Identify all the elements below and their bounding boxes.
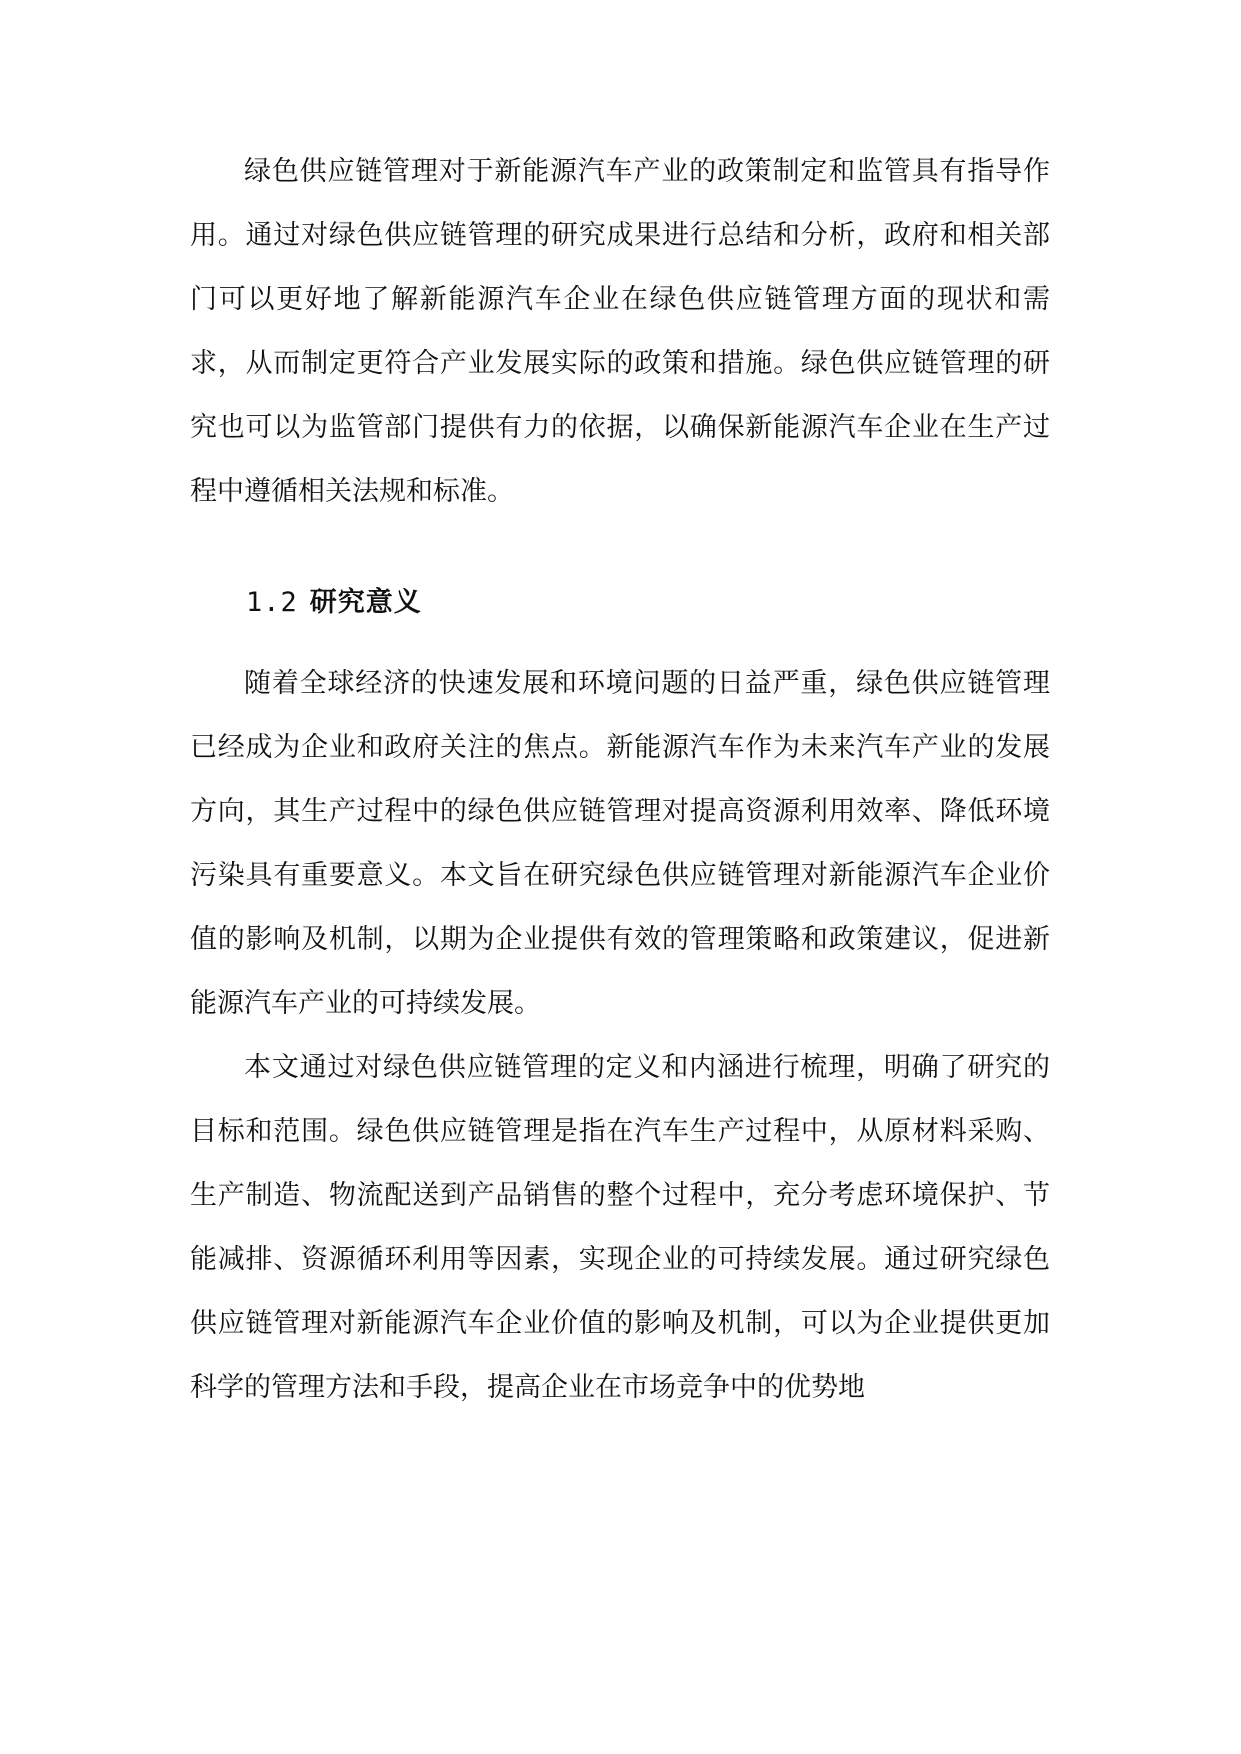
paragraph-definition-scope: 本文通过对绿色供应链管理的定义和内涵进行梳理，明确了研究的目标和范围。绿色供应链管理是指在汽车生产过程中，从原材料采购、生产制造、物流配送到产品销售的整个过程中，充分考虑环境保护、节能减排、资源循环利用等因素，实现企业的可持续发展。通过研究绿色供应链管理对新能源汽车企业价值的影响及机制，可以为企业提供更加科学的管理方法和手段，提高企业在市场竞争中的优势地 xyxy=(190,1052,1050,1403)
paragraph-policy-guidance: 绿色供应链管理对于新能源汽车产业的政策制定和监管具有指导作用。通过对绿色供应链管理的研究成果进行总结和分析，政府和相关部门可以更好地了解新能源汽车企业在绿色供应链管理方面的现状和需求，从而制定更符合产业发展实际的政策和措施。绿色供应链管理的研究也可以为监管部门提供有力的依据，以确保新能源汽车企业在生产过程中遵循相关法规和标准。 xyxy=(190,156,1050,507)
paragraph-research-significance: 随着全球经济的快速发展和环境问题的日益严重，绿色供应链管理已经成为企业和政府关注的焦点。新能源汽车作为未来汽车产业的发展方向，其生产过程中的绿色供应链管理对提高资源利用效率、降低环境污染具有重要意义。本文旨在研究绿色供应链管理对新能源汽车企业价值的影响及机制，以期为企业提供有效的管理策略和政策建议，促进新能源汽车产业的可持续发展。 xyxy=(190,668,1050,1019)
document-body xyxy=(190,140,1050,1420)
section-title: 研究意义 xyxy=(309,587,422,618)
section-heading xyxy=(246,571,1050,635)
section-number: 1.2 xyxy=(246,587,298,618)
